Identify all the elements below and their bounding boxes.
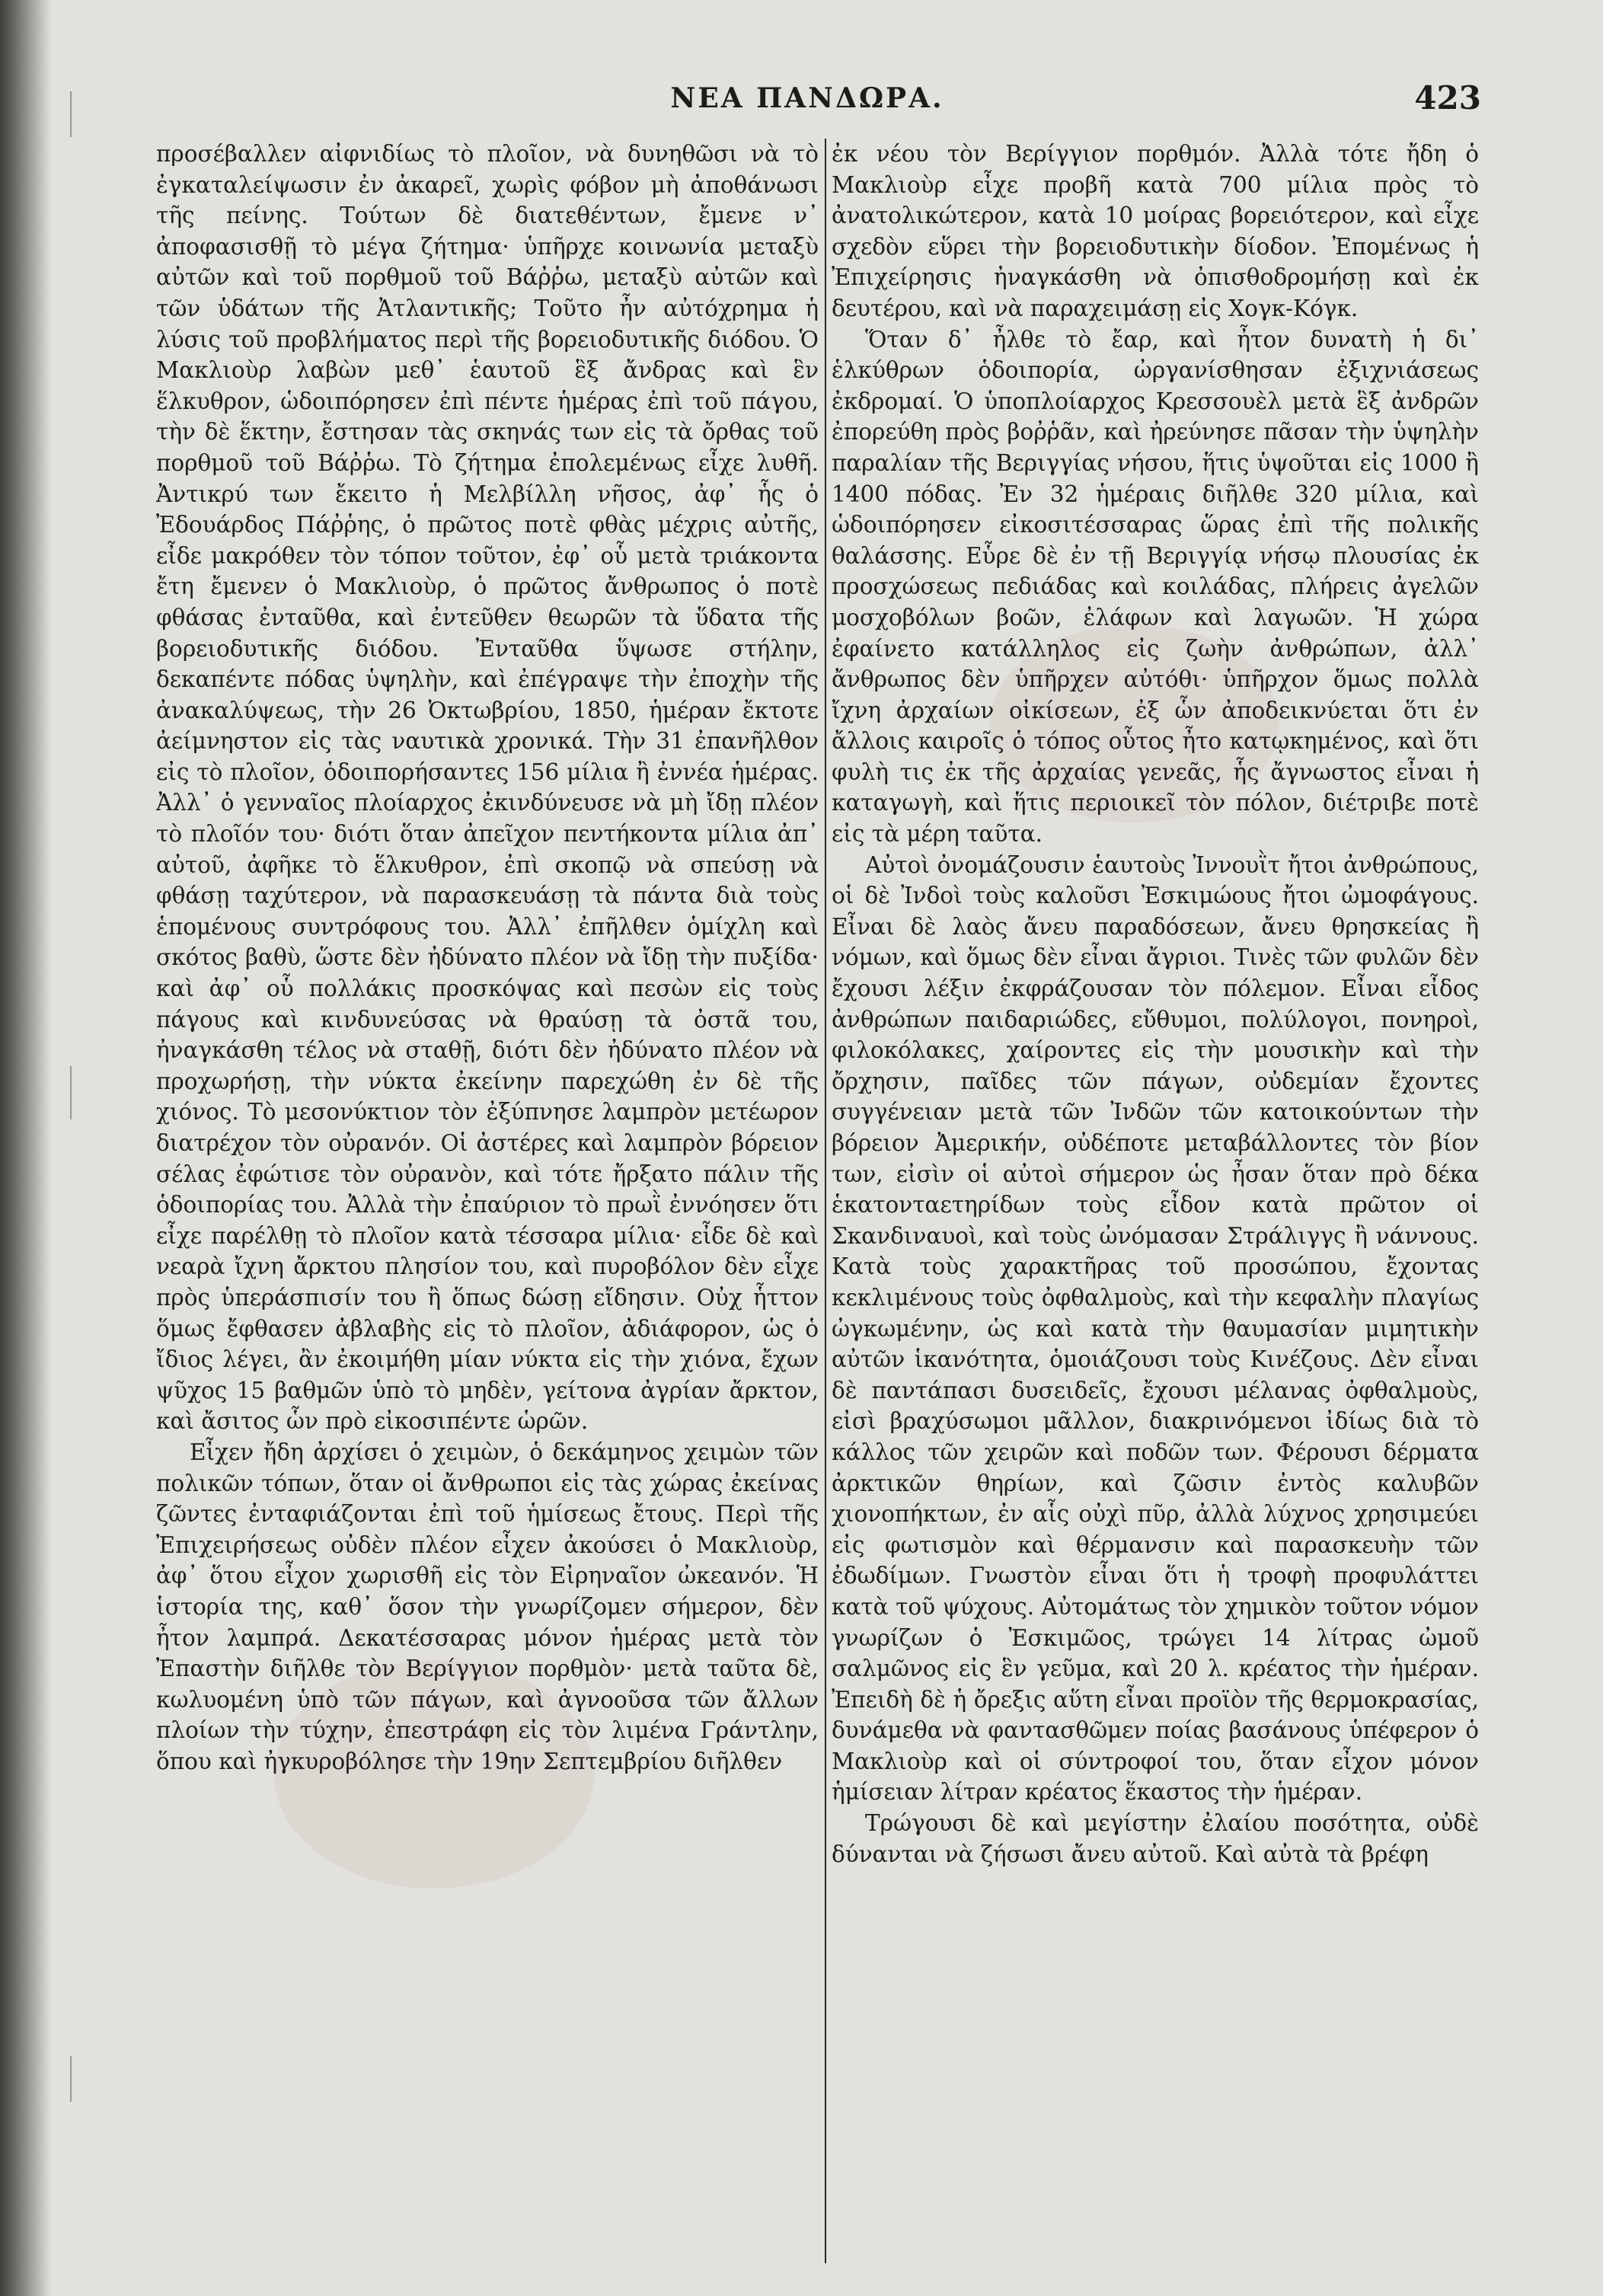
right-column [832, 139, 1479, 2256]
paragraph: Εἶχεν ἤδη ἀρχίσει ὁ χειμὼν, ὁ δεκάμηνος χειμὼν τῶν πολικῶν τόπων, ὅταν οἱ ἄνθρωποι εἰς τὰς χώρας ἐκείνας ζῶντες ἐνταφιάζονται ἐπὶ τοῦ ἡμίσεως ἔτους. Περὶ τῆς Ἐπιχειρήσεως οὐδὲν πλέον εἶχεν ἀκούσει ὁ Μακλιοὺρ, ἀφ᾽ ὅτου εἶχον χωρισθῆ εἰς τὸν Εἰρηναῖον ὠκεανόν. Ἡ ἱστορία της, καθ᾽ ὅσον τὴν γνωρίζομεν σήμερον, δὲν ἦτον λαμπρά. Δεκατέσσαρας μόνον ἡμέρας μετὰ τὸν Ἐπαστὴν διῆλθε τὸν Βερίγγιον πορθμὸν· μετὰ ταῦτα δὲ, κωλυομένη ὑπὸ τῶν πάγων, καὶ ἀγνοοῦσα τῶν ἄλλων πλοίων τὴν τύχην, ἐπεστράφη εἰς τὸν λιμένα Γράντλην, ὅπου καὶ ἠγκυροβόλησε τὴν 19ην Σεπτεμβρίου διῆλθεν [156, 1439, 819, 1774]
running-title: ΝΕΑ ΠΑΝΔΩΡΑ. [670, 82, 944, 114]
paragraph: ἐκ νέου τὸν Βερίγγιον πορθμόν. Ἀλλὰ τότε ἤδη ὁ Μακλιοὺρ εἶχε προβῆ κατὰ 700 μίλια πρὸς τὸ ἀνατολικώτερον, κατὰ 10 μοίρας βορειότερον, καὶ εἶχε σχεδὸν εὕρει τὴν βορειοδυτικὴν δίοδον. Ἐπομένως ἡ Ἐπιχείρησις ἠναγκάσθη νὰ ὀπισθοδρομήσῃ καὶ ἐκ δευτέρου, καὶ νὰ παραχειμάσῃ εἰς Χογκ-Κόγκ. [832, 141, 1479, 321]
binding-gutter [0, 0, 52, 2296]
left-column [156, 139, 819, 2256]
paragraph: Ὅταν δ᾽ ἦλθε τὸ ἔαρ, καὶ ἦτον δυνατὴ ἡ δι᾽ ἑλκύθρων ὁδοιπορία, ὠργανίσθησαν ἐξιχνιάσεως ἐκδρομαί. Ὁ ὑποπλοίαρχος Κρεσσουὲλ μετὰ ἓξ ἀνδρῶν ἐπορεύθη πρὸς βοῤῥᾶν, καὶ ἠρεύνησε πᾶσαν τὴν ὑψηλὴν παραλίαν τῆς Βεριγγίας νήσου, ἥτις ὑψοῦται εἰς 1000 ἢ 1400 πόδας. Ἐν 32 ἡμέραις διῆλθε 320 μίλια, καὶ ὡδοιπόρησεν εἰκοσιτέσσαρας ὥρας ἐπὶ τῆς πολικῆς θαλάσσης. Εὗρε δὲ ἐν τῇ Βεριγγίᾳ νήσῳ πλουσίας ἐκ προσχώσεως πεδιάδας καὶ κοιλάδας, πλήρεις ἀγελῶν μοσχοβόλων βοῶν, ἐλάφων καὶ λαγωῶν. Ἡ χώρα ἐφαίνετο κατάλληλος εἰς ζωὴν ἀνθρώπων, ἀλλ᾽ ἄνθρωπος δὲν ὑπῆρχεν αὐτόθι· ὑπῆρχον ὅμως πολλὰ ἴχνη ἀρχαίων οἰκίσεων, ἐξ ὧν ἀποδεικνύεται ὅτι ἐν ἄλλοις καιροῖς ὁ τόπος οὗτος ἦτο κατῳκημένος, καὶ ὅτι φυλὴ τις ἐκ τῆς ἀρχαίας γενεᾶς, ἧς ἄγνωστος εἶναι ἡ καταγωγὴ, καὶ ἥτις περιοικεῖ τὸν πόλον, διέτριβε ποτὲ εἰς τὰ μέρη ταῦτα. [832, 326, 1479, 848]
page-number: 423 [1414, 79, 1481, 117]
binding-stitch [70, 91, 72, 137]
page-header [133, 76, 1481, 129]
binding-stitch [70, 1066, 72, 1119]
column-rule [825, 139, 826, 2263]
paragraph: Αὐτοὶ ὀνομάζουσιν ἑαυτοὺς Ἰννουῒτ ἤτοι ἀνθρώπους, οἱ δὲ Ἰνδοὶ τοὺς καλοῦσι Ἐσκιμώους ἤτοι ὠμοφάγους. Εἶναι δὲ λαὸς ἄνευ παραδόσεων, ἄνευ θρησκείας ἢ νόμων, καὶ ὅμως δὲν εἶναι ἄγριοι. Τινὲς τῶν φυλῶν δὲν ἔχουσι λέξιν ἐκφράζουσαν τὸν πόλεμον. Εἶναι εἶδος ἀνθρώπων παιδαριώδες, εὔθυμοι, πολύλογοι, πονηροὶ, φιλοκόλακες, χαίροντες εἰς τὴν μουσικὴν καὶ τὴν ὄρχησιν, παῖδες τῶν πάγων, οὐδεμίαν ἔχοντες συγγένειαν μετὰ τῶν Ἰνδῶν τῶν κατοικούντων τὴν βόρειον Ἀμερικήν, οὐδέποτε μεταβάλλοντες τὸν βίον των, εἰσὶν οἱ αὐτοὶ σήμερον ὡς ἦσαν ὅταν πρὸ δέκα ἑκατονταετηρίδων τοὺς εἶδον κατὰ πρῶτον οἱ Σκανδιναυοὶ, καὶ τοὺς ὠνόμασαν Στράλιγγς ἢ νάννους. Κατὰ τοὺς χαρακτῆρας τοῦ προσώπου, ἔχοντας κεκλιμένους τοὺς ὀφθαλμοὺς, καὶ τὴν κεφαλὴν πλαγίως ὠγκωμένην, ὡς καὶ κατὰ τὴν θαυμασίαν μιμητικὴν αὐτῶν ἱκανότητα, ὁμοιάζουσι τοὺς Κινέζους. Δὲν εἶναι δὲ παντάπασι δυσειδεῖς, ἔχουσι μέλανας ὀφθαλμοὺς, εἰσὶ βραχύσωμοι μᾶλλον, διακρινόμενοι ἰδίως διὰ τὸ κάλλος τῶν χειρῶν καὶ ποδῶν των. Φέρουσι δέρματα ἀρκτικῶν θηρίων, καὶ ζῶσιν ἐντὸς καλυβῶν χιονοπήκτων, ἐν αἷς οὐχὶ πῦρ, ἀλλὰ λύχνος χρησιμεύει εἰς φωτισμὸν καὶ θέρμανσιν καὶ παρασκευὴν τῶν ἐδωδίμων. Γνωστὸν εἶναι ὅτι ἡ τροφὴ προφυλάττει κατὰ τοῦ ψύχους. Αὐτομάτως τὸν χημικὸν τοῦτον νόμον γνωρίζων ὁ Ἐσκιμῶος, τρώγει 14 λίτρας ὠμοῦ σαλμῶνος εἰς ἓν γεῦμα, καὶ 20 λ. κρέατος τὴν ἡμέραν. Ἐπειδὴ δὲ ἡ ὄρεξις αὕτη εἶναι προϊὸν τῆς θερμοκρασίας, δυνάμεθα νὰ φαντασθῶμεν ποίας βασάνους ὑπέφερον ὁ Μακλιοὺρ καὶ οἱ σύντροφοί του, ὅταν εἶχον μόνον ἡμίσειαν λίτραν κρέατος ἕκαστος τὴν ἡμέραν. [832, 851, 1479, 1806]
paragraph: Τρώγουσι δὲ καὶ μεγίστην ἐλαίου ποσότητα, οὐδὲ δύνανται νὰ ζήσωσι ἄνευ αὐτοῦ. Καὶ αὐτὰ τὰ βρέφη [832, 1810, 1479, 1867]
binding-stitch [70, 2056, 72, 2102]
paragraph: προσέβαλλεν αἰφνιδίως τὸ πλοῖον, νὰ δυνηθῶσι νὰ τὸ ἐγκαταλείψωσιν ἐν ἀκαρεῖ, χωρὶς φόβον μὴ ἀποθάνωσι τῆς πείνης. Τούτων δὲ διατεθέντων, ἔμενε ν᾽ ἀποφασισθῇ τὸ μέγα ζήτημα· ὑπῆρχε κοινωνία μεταξὺ αὐτῶν καὶ τοῦ πορθμοῦ τοῦ Βάῤῥω, μεταξὺ αὐτῶν καὶ τῶν ὑδάτων τῆς Ἀτλαντικῆς; Τοῦτο ἦν αὐτόχρημα ἡ λύσις τοῦ προβλήματος περὶ τῆς βορειοδυτικῆς διόδου. Ὁ Μακλιοὺρ λαβὼν μεθ᾽ ἑαυτοῦ ἓξ ἄνδρας καὶ ἓν ἕλκυθρον, ὡδοιπόρησεν ἐπὶ πέντε ἡμέρας ἐπὶ τοῦ πάγου, τὴν δὲ ἕκτην, ἔστησαν τὰς σκηνάς των εἰς τὰ ὄρθας τοῦ πορθμοῦ τοῦ Βάῤῥω. Τὸ ζήτημα ἐπολεμένως εἶχε λυθῆ. Ἀντικρύ των ἔκειτο ἡ Μελβίλλη νῆσος, ἀφ᾽ ἧς ὁ Ἐδουάρδος Πάῤῥης, ὁ πρῶτος ποτὲ φθὰς μέχρις αὐτῆς, εἶδε μακρόθεν τὸν τόπον τοῦτον, ἐφ᾽ οὗ μετὰ τριάκοντα ἔτη ἔμενεν ὁ Μακλιοὺρ, ὁ πρῶτος ἄνθρωπος ὁ ποτὲ φθάσας ἐνταῦθα, καὶ ἐντεῦθεν θεωρῶν τὰ ὕδατα τῆς βορειοδυτικῆς διόδου. Ἐνταῦθα ὕψωσε στήλην, δεκαπέντε πόδας ὑψηλὴν, καὶ ἐπέγραψε τὴν ἐποχὴν τῆς ἀνακαλύψεως, τὴν 26 Ὀκτωβρίου, 1850, ἡμέραν ἔκτοτε ἀείμνηστον εἰς τὰς ναυτικὰ χρονικά. Τὴν 31 ἐπανῆλθον εἰς τὸ πλοῖον, ὁδοιπορήσαντες 156 μίλια ἢ ἐννέα ἡμέρας. Ἀλλ᾽ ὁ γενναῖος πλοίαρχος ἐκινδύνευσε νὰ μὴ ἴδῃ πλέον τὸ πλοῖόν του· διότι ὅταν ἀπεῖχον πεντήκοντα μίλια ἀπ᾽ αὐτοῦ, ἀφῆκε τὸ ἕλκυθρον, ἐπὶ σκοπῷ νὰ σπεύσῃ νὰ φθάσῃ ταχύτερον, νὰ παρασκευάσῃ τὰ πάντα διὰ τοὺς ἑπομένους συντρόφους του. Ἀλλ᾽ ἐπῆλθεν ὁμίχλη καὶ σκότος βαθὺ, ὥστε δὲν ἠδύνατο πλέον νὰ ἴδῃ τὴν πυξίδα· καὶ ἀφ᾽ οὗ πολλάκις προσκόψας καὶ πεσὼν εἰς τοὺς πάγους καὶ κινδυνεύσας νὰ θραύσῃ τὰ ὀστᾶ του, ἠναγκάσθη τέλος νὰ σταθῇ, διότι δὲν ἠδύνατο πλέον νὰ προχωρήσῃ, τὴν νύκτα ἐκείνην παρεχώθη ἐν δὲ τῆς χιόνος. Τὸ μεσονύκτιον τὸν ἐξύπνησε λαμπρὸν μετέωρον διατρέχον τὸν οὐρανόν. Οἱ ἀστέρες καὶ λαμπρὸν βόρειον σέλας ἐφώτισε τὸν οὐρανὸν, καὶ τότε ἤρξατο πάλιν τῆς ὁδοιπορίας του. Ἀλλὰ τὴν ἐπαύριον τὸ πρωῒ ἐννόησεν ὅτι εἶχε παρέλθῃ τὸ πλοῖον κατὰ τέσσαρα μίλια· εἶδε δὲ καὶ νεαρὰ ἴχνη ἄρκτου πλησίον του, καὶ πυροβόλον δὲν εἶχε πρὸς ὑπεράσπισίν του ἢ ὅπως δώσῃ εἴδησιν. Οὐχ ἧττον ὅμως ἔφθασεν ἀβλαβὴς εἰς τὸ πλοῖον, ἀδιάφορον, ὡς ὁ ἴδιος λέγει, ἂν ἐκοιμήθη μίαν νύκτα εἰς τὴν χιόνα, ἔχων ψῦχος 15 βαθμῶν ὑπὸ τὸ μηδὲν, γείτονα ἀγρίαν ἄρκτον, καὶ ἄσιτος ὧν πρὸ εἰκοσιπέντε ὡρῶν. [156, 141, 819, 1435]
